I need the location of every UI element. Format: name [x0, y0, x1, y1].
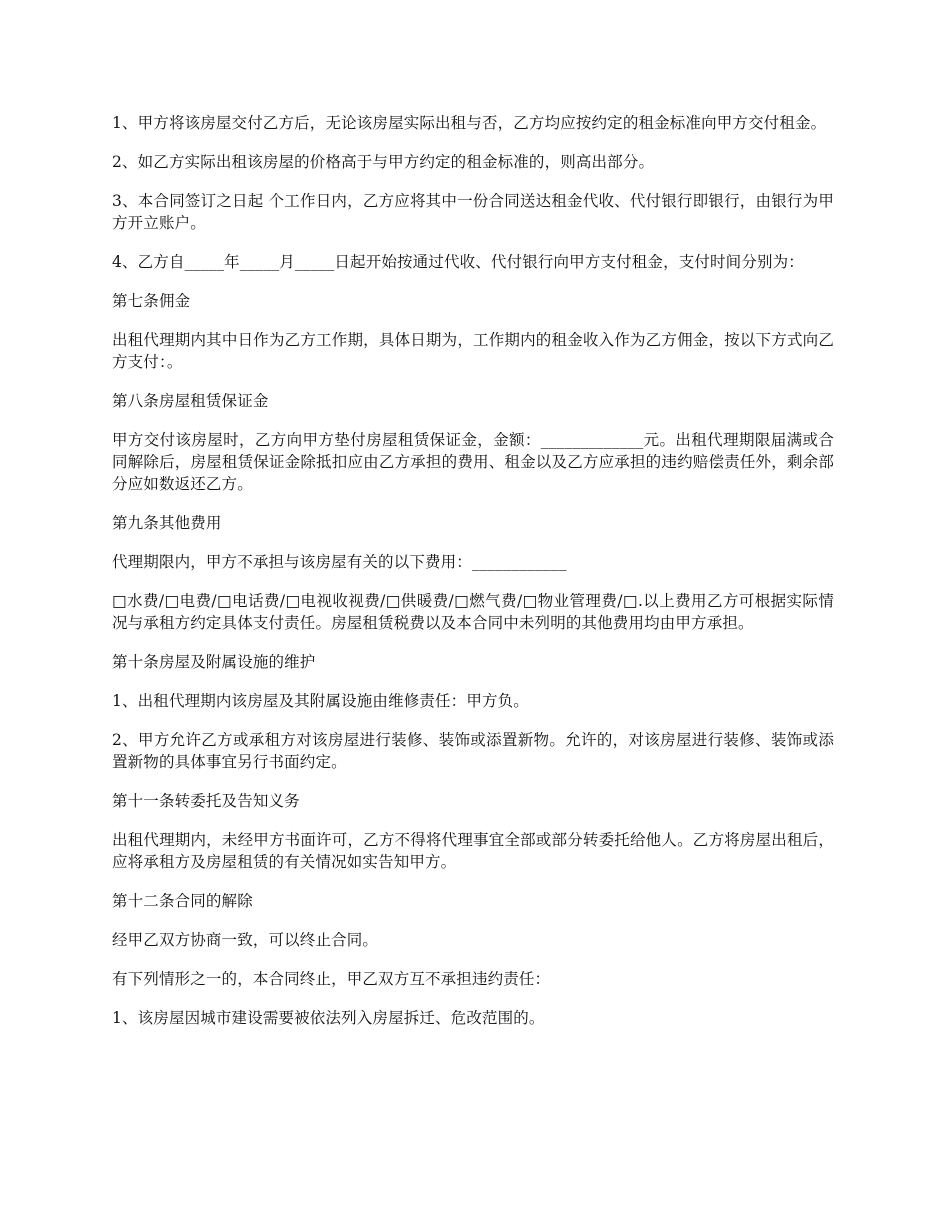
article-10-clause-1: 1、出租代理期内该房屋及其附属设施由维修责任：甲方负。: [112, 692, 529, 710]
article-12-heading: 第十二条合同的解除: [112, 892, 253, 910]
article-9-body-intro: 代理期限内，甲方不承担与该房屋有关的以下费用：____________: [112, 553, 567, 571]
article-12-termination-conditions: 有下列情形之一的，本合同终止，甲乙双方互不承担违约责任：: [112, 970, 551, 988]
article-11-body: 出租代理期内，未经甲方书面许可，乙方不得将代理事宜全部或部分转委托给他人。乙方将房屋出租后，应将承租方及房屋租赁的有关情况如实告知甲方。: [112, 831, 834, 871]
article-8-body: 甲方交付该房屋时，乙方向甲方垫付房屋租赁保证金，金额：_____________元。出租代理期限届满或合同解除后，房屋租赁保证金除抵扣应由乙方承担的费用、租金以及乙方应承担的违约赔偿责任外，剩余部分应如数返还乙方。: [112, 431, 834, 493]
article-12-condition-1: 1、该房屋因城市建设需要被依法列入房屋拆迁、危改范围的。: [112, 1009, 545, 1027]
article-8-heading: 第八条房屋租赁保证金: [112, 392, 269, 410]
clause-2-excess-rent: 2、如乙方实际出租该房屋的价格高于与甲方约定的租金标准的，则高出部分。: [112, 153, 655, 171]
clause-4-payment-schedule: 4、乙方自_____年_____月_____日起开始按通过代收、代付银行向甲方支付租金，支付时间分别为：: [112, 253, 804, 271]
article-7-heading: 第七条佣金: [112, 292, 191, 310]
document-page: [112, 112, 834, 1046]
article-12-mutual-termination: 经甲乙双方协商一致，可以终止合同。: [112, 931, 379, 949]
article-9-heading: 第九条其他费用: [112, 514, 222, 532]
article-9-fee-checklist: □水费/□电费/□电话费/□电视收视费/□供暖费/□燃气费/□物业管理费/□.以上费用乙方可根据实际情况与承租方约定具体支付责任。房屋租赁税费以及本合同中未列明的其他费用均由甲方承担。: [112, 592, 834, 632]
article-10-clause-2: 2、甲方允许乙方或承租方对该房屋进行装修、装饰或添置新物。允许的，对该房屋进行装修、装饰或添置新物的具体事宜另行书面约定。: [112, 731, 834, 771]
clause-1-payment-obligation: 1、甲方将该房屋交付乙方后，无论该房屋实际出租与否，乙方均应按约定的租金标准向甲方交付租金。: [112, 114, 827, 132]
article-7-body: 出租代理期内其中日作为乙方工作期，具体日期为，工作期内的租金收入作为乙方佣金，按以下方式向乙方支付：。: [112, 331, 834, 371]
article-10-heading: 第十条房屋及附属设施的维护: [112, 653, 316, 671]
clause-3-bank-account: 3、本合同签订之日起 个工作日内，乙方应将其中一份合同送达租金代收、代付银行即银行，由银行为甲方开立账户。: [112, 192, 834, 232]
article-11-heading: 第十一条转委托及告知义务: [112, 792, 300, 810]
